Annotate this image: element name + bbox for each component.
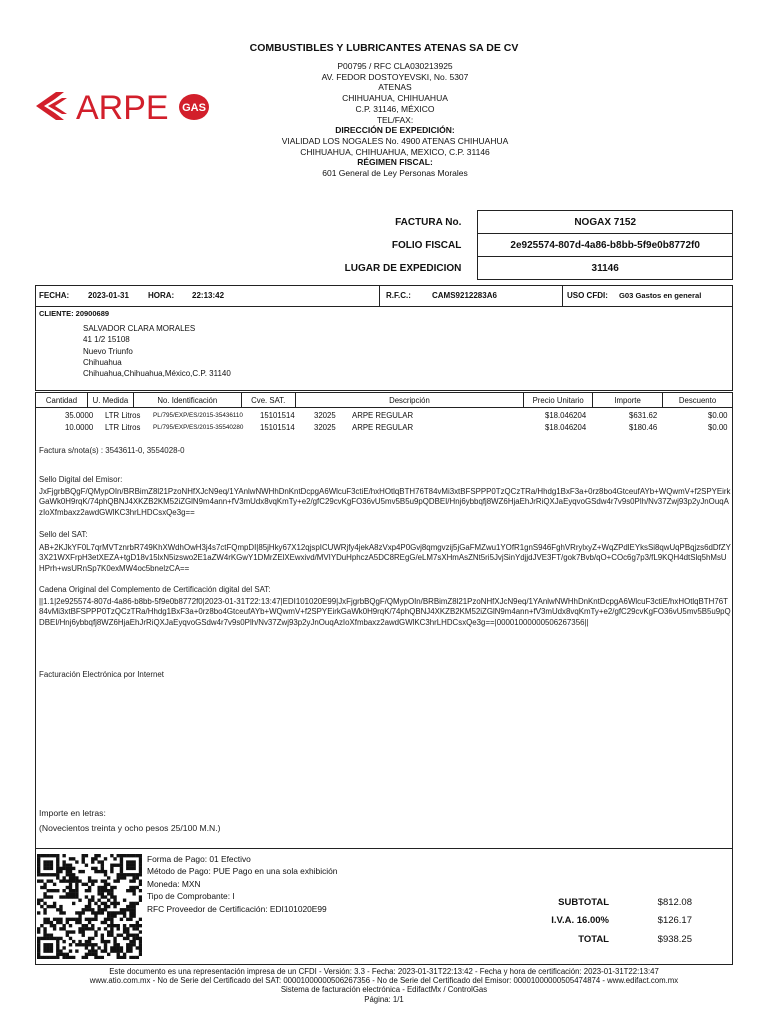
hora-label: HORA:	[148, 291, 175, 300]
notas: Factura s/nota(s) : 3543611-0, 3554028-0	[39, 446, 185, 455]
amount: $180.46	[629, 423, 658, 432]
identification: PL/795/EXP/ES/2015-35540280	[153, 424, 244, 431]
rfc-label: R.F.C.:	[386, 291, 411, 300]
folio-label: FOLIO FISCAL	[391, 239, 462, 251]
client-line: Chihuahua	[83, 357, 122, 367]
logo-badge-text: GAS	[182, 102, 206, 114]
totals-table	[551, 893, 692, 949]
lugar-value: 31146	[478, 257, 733, 280]
footer-line: Página: 1/1	[364, 994, 404, 1004]
payment-section	[35, 849, 733, 965]
address-line: ATENAS	[378, 82, 412, 93]
total-label: TOTAL	[578, 933, 609, 945]
address-line: C.P. 31146, MÉXICO	[355, 103, 435, 114]
address-line: P00795 / RFC CLA030213925	[337, 61, 453, 71]
discount: $0.00	[708, 423, 728, 432]
importe-letras: (Novecientos treinta y ocho pesos 25/100 M.N.)	[39, 823, 221, 833]
date-rfc-bar	[35, 285, 733, 307]
uso-cfdi-label: USO CFDI:	[567, 291, 608, 300]
client-line: SALVADOR CLARA MORALES	[83, 324, 196, 333]
sello-sat-label: Sello del SAT:	[39, 530, 88, 539]
qty: 35.0000	[65, 411, 94, 420]
qr-code-icon	[37, 854, 142, 959]
col-header: U. Medida	[87, 393, 133, 408]
factura-value: NOGAX 7152	[478, 211, 733, 234]
uso-cfdi-value: G03 Gastos en general	[619, 291, 702, 300]
importe-label: Importe en letras:	[39, 808, 106, 818]
fecha-label: FECHA:	[39, 291, 70, 300]
logo-text: ARPE	[76, 89, 169, 124]
sello-sat: AB+2KJkYF0L7qrMVTznrbR749KhXWdhOwH3j4s7ctFQmpDI|85jHky67X12qjspICUWRjfy4jekA8zVxp4P0Gvj8qmgvzij5jGaFMZwu1YOfR1gnS946FghVRrylxyZ+WqZPdlEYksSi8qwUqPBqjzs6dDfZY3X21WXFrpH3etXEZA+tgD18v15lxN5izswo2E1aZW4rKGwY1DMrZElXEwxivd/MVIYDuHphczA5DC8REgG/eLM7sXHmAsZNt5ri5JvjSinYdjjdJVE3FT/gok7Bvb/qO+COc6g7p3/fL9KQH4dtSlq5hMsUHPrh+wsURnSp7K0exMW4oc5bnelzCA==	[39, 543, 731, 573]
invoice-id-table	[328, 210, 733, 280]
product-code: 32025	[314, 411, 336, 420]
subtotal-value: $812.08	[657, 896, 692, 908]
fecha-value: 2023-01-31	[88, 291, 129, 300]
client-line: Chihuahua,Chihuahua,México,C.P. 31140	[83, 369, 231, 379]
client-line: 41 1/2 15108	[83, 335, 130, 345]
col-header: Precio Unitario	[524, 393, 593, 408]
sello-emisor: JxFjgrbBQgF/QMypOIn/BRBimZ8l21PzoNHfXJcN9eq/1YAnlwNWHhDnKntDcpgA6WlcuF3ctiE/hxHOtlqBTH76T84vMi3xtBFSPPP0TzQCzTRa/Hhdg1BxF3a+0rz8bo4GtceufAYb+WQwmV+f2SPYEirkGaWk0H9rqK/74phQBNJ4XKZB2KM52iZGlN9m4ann+fV3mUdx8vqKmTy+e2/gfC29cvKgFO36vU5mv5B5u9pQDBEI/Hnj6ybbqfj8WZ6HjaEhJrRiQXJaEyqvoGSdw4r7v9s0Plh/Nv37Zwj93p2yJnOuqAzIoXfmbaxz2awdGWlKC3hrLHDCsxQe3g==	[39, 487, 731, 517]
col-header: Cve. SAT.	[241, 393, 295, 408]
col-header: No. Identificación	[133, 393, 241, 408]
footer	[0, 967, 768, 1004]
unit: LTR Litros	[105, 423, 141, 432]
divider	[562, 286, 563, 306]
identification: PL/795/EXP/ES/2015-35436110	[153, 412, 243, 419]
factura-label: FACTURA No.	[395, 216, 462, 228]
payment-line: RFC Proveedor de Certificación: EDI101020E99	[147, 903, 327, 914]
unit-price: $18.046204	[545, 423, 587, 432]
expedicion-label: DIRECCIÓN DE EXPEDICIÓN:	[335, 125, 455, 136]
iva-value: $126.17	[657, 915, 692, 927]
description: ARPE REGULAR	[352, 423, 414, 432]
arpe-gas-logo	[34, 88, 214, 124]
regimen-label: RÉGIMEN FISCAL:	[357, 157, 433, 168]
col-header: Cantidad	[36, 393, 88, 408]
expedicion-line: CHIHUAHUA, CHIHUAHUA, MEXICO, C.P. 31146	[300, 146, 490, 157]
invoice-body	[35, 407, 733, 849]
payment-line: Tipo de Comprobante: I	[147, 891, 235, 902]
expedicion-line: VIALIDAD LOS NOGALES No. 4900 ATENAS CHIHUAHUA	[281, 135, 509, 146]
iva-label: I.V.A. 16.00%	[551, 915, 609, 927]
footer-line: www.atio.com.mx - No de Serie del Certificado del SAT: 00001000000506267356 - No de Serie del Certificado del Emisor: 00001000000505474874 - www.edifact.com.mx	[89, 976, 679, 986]
divider	[379, 286, 380, 306]
payment-line: Forma de Pago: 01 Efectivo	[147, 854, 251, 864]
sello-emisor-label: Sello Digital del Emisor:	[39, 475, 123, 484]
address-line: TEL/FAX:	[376, 114, 414, 125]
folio-value: 2e925574-807d-4a86-b8bb-5f9e0b8772f0	[478, 234, 733, 257]
cadena-label: Cadena Original del Complemento de Certificación digital del SAT:	[39, 585, 271, 594]
client-section	[35, 307, 733, 391]
sat-code: 15101514	[260, 423, 295, 432]
cadena-original: ||1.1|2e925574-807d-4a86-b8bb-5f9e0b8772f0|2023-01-31T22:13:47|EDI101020E99|JxFjgrbBQgF/QMypOIn/BRBimZ8l21PzoNHfXJcN9eq/1YAnlwNWHhDnKntDcpgA6WlcuF3ctiE/hxHOtlqBTH76T84vMi3xtBFSPPP0TzQCzTRa/Hhdg1BxF3a+0rz8bo4GtceufAYb+WQwmV+f2SPYEirkGaWk0H9rqK/74phQBNJ4XKZB2KM52iZGlN9m4ann+fV3mUdx8vqKmTy+e2/gfC29cvKgFO36vU5mv5B5u9pQDBEI/Hnj6ybbqfj8WZ6HjaEhJrRiQXJaEyqvoGSdw4r7v9s0Plh/Nv37Zwj93p2yJnOuqAzIoXfmbaxz2awdGWlKC3hrLHDCsxQe3g==|00001000000506267356||	[39, 597, 731, 627]
unit: LTR Litros	[105, 411, 141, 420]
col-header: Descuento	[663, 393, 733, 408]
col-header: Importe	[593, 393, 663, 408]
factura-internet: Facturación Electrónica por Internet	[39, 670, 164, 679]
hora-value: 22:13:42	[192, 291, 225, 300]
client-label: CLIENTE: 20900689	[39, 309, 110, 318]
rfc-value: CAMS9212283A6	[432, 291, 497, 300]
discount: $0.00	[708, 411, 728, 420]
product-code: 32025	[314, 423, 336, 432]
items-table	[35, 392, 733, 408]
lugar-label: LUGAR DE EXPEDICION	[344, 262, 462, 274]
address-line: CHIHUAHUA, CHIHUAHUA	[342, 93, 448, 104]
company-name: COMBUSTIBLES Y LUBRICANTES ATENAS SA DE CV	[249, 42, 519, 54]
issuer-address	[230, 61, 560, 179]
unit-price: $18.046204	[545, 411, 587, 420]
sat-code: 15101514	[260, 411, 295, 420]
col-header: Descripción	[295, 393, 524, 408]
qty: 10.0000	[65, 423, 94, 432]
total-value: $938.25	[657, 933, 692, 945]
regimen-value: 601 General de Ley Personas Morales	[322, 168, 468, 179]
payment-line: Método de Pago: PUE Pago en una sola exhibición	[147, 866, 338, 877]
footer-line: Sistema de facturación electrónica - EdifactMx / ControlGas	[280, 985, 488, 995]
subtotal-label: SUBTOTAL	[558, 896, 609, 908]
address-line: AV. FEDOR DOSTOYEVSKI, No. 5307	[321, 71, 469, 82]
description: ARPE REGULAR	[352, 411, 414, 420]
footer-line: Este documento es una representación impresa de un CFDI - Versión: 3.3 - Fecha: 2023-01-31T22:13:42 - Fecha y hora de certificación: 2023-01-31T22:13:47	[109, 967, 659, 976]
amount: $631.62	[629, 411, 658, 420]
client-line: Nuevo Triunfo	[83, 346, 133, 356]
payment-line: Moneda: MXN	[147, 878, 201, 889]
